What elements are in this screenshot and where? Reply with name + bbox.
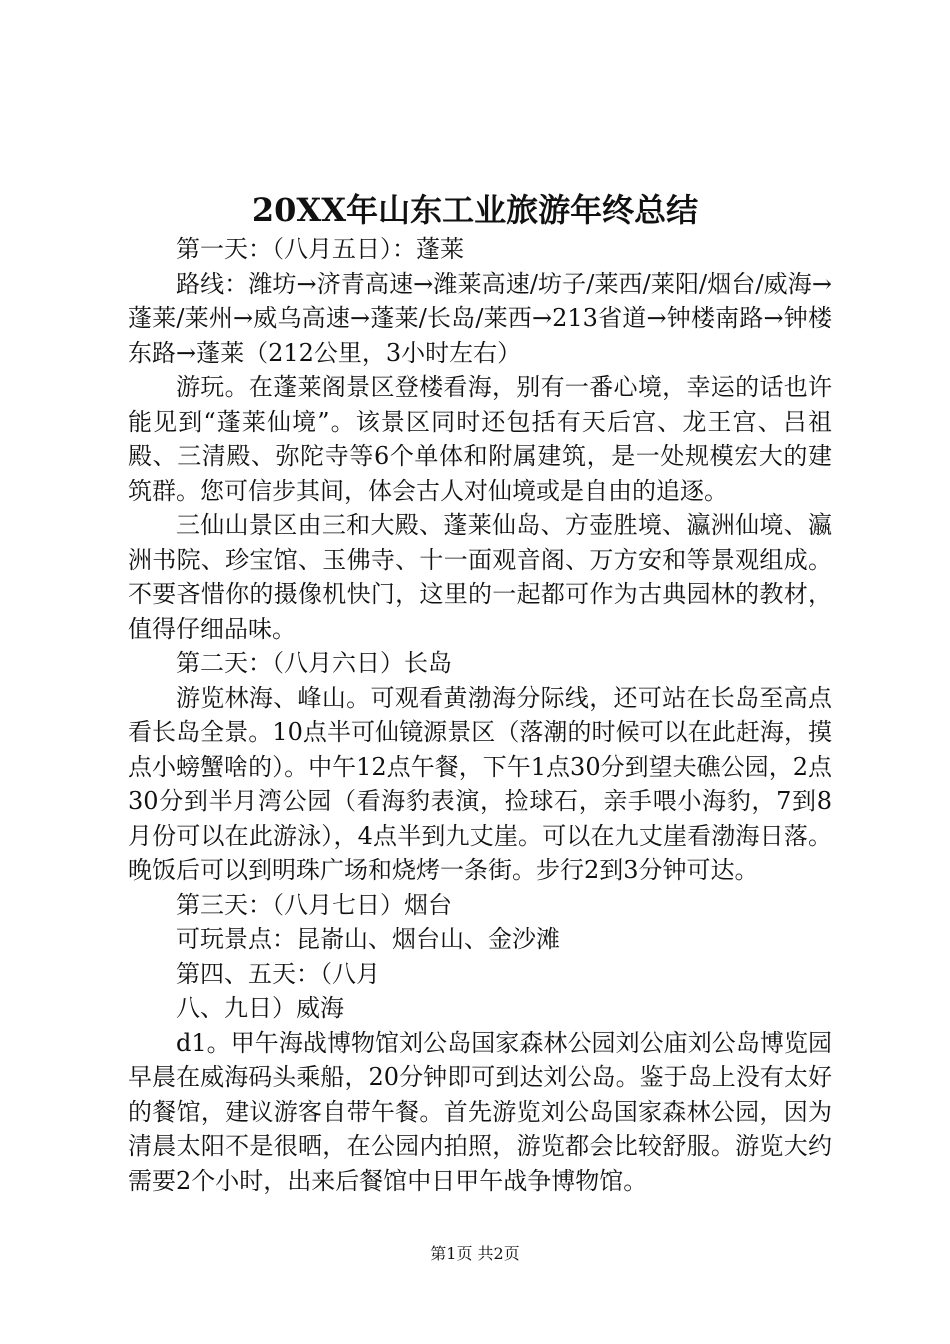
paragraph-day45-heading-cont: 八、九日）威海 (176, 994, 344, 1022)
paragraph-day45-heading: 第四、五天：（八月 (176, 959, 380, 988)
page-number-footer: 第1页 共2页 (430, 1244, 520, 1263)
paragraph-penglai-pavilion: 游玩。在蓬莱阁景区登楼看海，别有一番心境，幸运的话也许能见到“蓬莱仙境”。该景区同时还包括有天后宫、龙王宫、吕祖殿、三清殿、弥陀寺等6个单体和附属建筑，是一处规模宏大的建筑群。您可信步其间，体会古人对仙境或是自由的追逐。 (128, 373, 832, 505)
paragraph-route: 路线：潍坊→济青高速→潍莱高速/坊子/莱西/莱阳/烟台/威海→蓬莱/莱州→威乌高速→蓬莱/长岛/莱西→213省道→钟楼南路→钟楼东路→蓬莱（212公里，3小时左右） (128, 269, 832, 367)
paragraph-changdao: 游览林海、峰山。可观看黄渤海分际线，还可站在长岛至高点看长岛全景。10点半可仙镜源景区（落潮的时候可以在此赶海，摸点小螃蟹啥的）。中午12点午餐，下午1点30分到望夫礁公园，2点30分到半月湾公园（看海豹表演，捡球石，亲手喂小海豹，7到8月份可以在此游泳），4点半到九丈崖。可以在九丈崖看渤海日落。晚饭后可以到明珠广场和烧烤一条街。步行2到3分钟可达。 (128, 683, 832, 884)
paragraph-day1-heading: 第一天：（八月五日）：蓬莱 (176, 235, 464, 263)
paragraph-sanxianshan: 三仙山景区由三和大殿、蓬莱仙岛、方壶胜境、瀛洲仙境、瀛洲书院、珍宝馆、玉佛寺、十一面观音阁、万方安和等景观组成。不要吝惜你的摄像机快门，这里的一起都可作为古典园林的教材，值得仔细品味。 (128, 511, 832, 643)
document-title: 20XX年山东工业旅游年终总结 (251, 191, 699, 229)
document-body (128, 232, 832, 1198)
paragraph-day3-heading: 第三天：（八月七日）烟台 (176, 890, 452, 919)
paragraph-yantai-sights: 可玩景点：昆嵛山、烟台山、金沙滩 (176, 925, 560, 953)
paragraph-day2-heading: 第二天：（八月六日）长岛 (176, 649, 452, 677)
paragraph-weihai-d1: d1。甲午海战博物馆刘公岛国家森林公园刘公庙刘公岛博览园早晨在威海码头乘船，20分钟即可到达刘公岛。鉴于岛上没有太好的餐馆，建议游客自带午餐。首先游览刘公岛国家森林公园，因为清晨太阳不是很晒，在公园内拍照，游览都会比较舒服。游览大约需要2个小时，出来后餐馆中日甲午战争博物馆。 (128, 1028, 832, 1195)
